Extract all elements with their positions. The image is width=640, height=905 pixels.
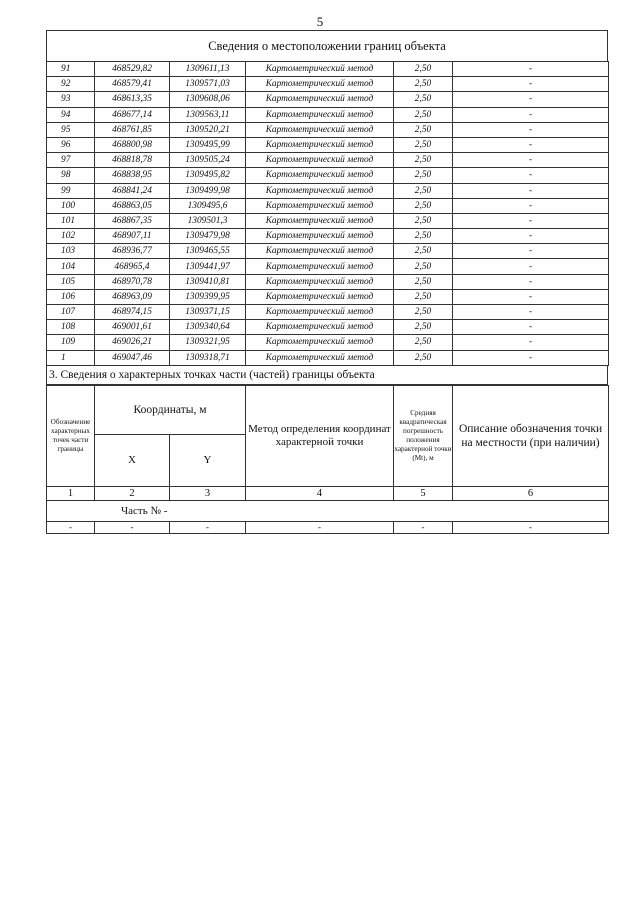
coord-y-cell: 1309399,95: [170, 289, 246, 304]
coord-y-cell: 1309340,64: [170, 320, 246, 335]
description-cell: -: [453, 289, 609, 304]
coord-x-cell: 468867,35: [95, 213, 170, 228]
point-number-cell: 95: [47, 122, 95, 137]
accuracy-cell: 2,50: [394, 183, 453, 198]
part-label: Часть № -: [47, 500, 609, 521]
point-number-cell: 99: [47, 183, 95, 198]
accuracy-cell: 2,50: [394, 198, 453, 213]
point-number-cell: 103: [47, 244, 95, 259]
table-row: [47, 198, 609, 213]
coord-x-cell: 468818,78: [95, 153, 170, 168]
method-cell: Картометрический метод: [246, 107, 394, 122]
method-cell: Картометрический метод: [246, 335, 394, 350]
accuracy-cell: 2,50: [394, 305, 453, 320]
point-number-cell: 97: [47, 153, 95, 168]
method-cell: Картометрический метод: [246, 62, 394, 77]
section-header: Сведения о местоположении границ объекта: [46, 30, 608, 61]
coord-x-cell: 468677,14: [95, 107, 170, 122]
table-row: [47, 183, 609, 198]
point-number-cell: 104: [47, 259, 95, 274]
table-row: [47, 213, 609, 228]
coord-x-cell: 468863,05: [95, 198, 170, 213]
method-cell: Картометрический метод: [246, 289, 394, 304]
table-row: [47, 153, 609, 168]
col-number: 2: [95, 486, 170, 500]
coord-y-cell: 1309495,99: [170, 137, 246, 152]
document-frame: [46, 30, 608, 534]
coord-x-cell: 468974,15: [95, 305, 170, 320]
accuracy-cell: 2,50: [394, 137, 453, 152]
col-coords-header: Координаты, м: [95, 385, 246, 434]
accuracy-cell: 2,50: [394, 274, 453, 289]
description-cell: -: [453, 92, 609, 107]
empty-cell: -: [246, 521, 394, 533]
description-cell: -: [453, 107, 609, 122]
description-cell: -: [453, 213, 609, 228]
description-cell: -: [453, 259, 609, 274]
col-number: 4: [246, 486, 394, 500]
accuracy-cell: 2,50: [394, 62, 453, 77]
method-cell: Картометрический метод: [246, 183, 394, 198]
accuracy-cell: 2,50: [394, 153, 453, 168]
coord-x-cell: 468579,41: [95, 77, 170, 92]
table-row: [47, 274, 609, 289]
col-x-header: X: [95, 435, 170, 487]
description-cell: -: [453, 229, 609, 244]
accuracy-cell: 2,50: [394, 168, 453, 183]
col-number: 6: [453, 486, 609, 500]
coord-y-cell: 1309321,95: [170, 335, 246, 350]
point-number-cell: 1: [47, 350, 95, 365]
col-designation-header: Обозначение характерных точек части границы: [47, 385, 95, 486]
table-row: [47, 62, 609, 77]
coord-y-cell: 1309499,98: [170, 183, 246, 198]
col-desc-header: Описание обозначения точки на местности (при наличии): [453, 385, 609, 486]
description-cell: -: [453, 320, 609, 335]
method-cell: Картометрический метод: [246, 168, 394, 183]
point-number-cell: 98: [47, 168, 95, 183]
description-cell: -: [453, 183, 609, 198]
accuracy-cell: 2,50: [394, 289, 453, 304]
method-cell: Картометрический метод: [246, 229, 394, 244]
point-number-cell: 91: [47, 62, 95, 77]
accuracy-cell: 2,50: [394, 107, 453, 122]
col-number: 1: [47, 486, 95, 500]
empty-cell: -: [47, 521, 95, 533]
point-number-cell: 106: [47, 289, 95, 304]
method-cell: Картометрический метод: [246, 320, 394, 335]
coord-y-cell: 1309505,24: [170, 153, 246, 168]
table-row: [47, 259, 609, 274]
accuracy-cell: 2,50: [394, 335, 453, 350]
point-number-cell: 107: [47, 305, 95, 320]
coord-x-cell: 468841,24: [95, 183, 170, 198]
coord-x-cell: 469047,46: [95, 350, 170, 365]
coord-x-cell: 468970,78: [95, 274, 170, 289]
coord-x-cell: 468838,95: [95, 168, 170, 183]
method-cell: Картометрический метод: [246, 92, 394, 107]
coord-y-cell: 1309520,21: [170, 122, 246, 137]
coord-x-cell: 468761,85: [95, 122, 170, 137]
method-cell: Картометрический метод: [246, 259, 394, 274]
points-table: [46, 61, 609, 366]
coord-y-cell: 1309608,06: [170, 92, 246, 107]
table-row: [47, 350, 609, 365]
coord-x-cell: 468613,35: [95, 92, 170, 107]
coord-x-cell: 468529,82: [95, 62, 170, 77]
table-row: [47, 244, 609, 259]
empty-cell: -: [453, 521, 609, 533]
coord-y-cell: 1309441,97: [170, 259, 246, 274]
accuracy-cell: 2,50: [394, 350, 453, 365]
point-number-cell: 105: [47, 274, 95, 289]
table-row: [47, 320, 609, 335]
coord-y-cell: 1309479,98: [170, 229, 246, 244]
description-cell: -: [453, 244, 609, 259]
accuracy-cell: 2,50: [394, 77, 453, 92]
coord-y-cell: 1309410,81: [170, 274, 246, 289]
method-cell: Картометрический метод: [246, 122, 394, 137]
coord-x-cell: 469026,21: [95, 335, 170, 350]
col-y-header: Y: [170, 435, 246, 487]
method-cell: Картометрический метод: [246, 137, 394, 152]
empty-cell: -: [394, 521, 453, 533]
table-row: [47, 168, 609, 183]
col-number: 5: [394, 486, 453, 500]
empty-cell: -: [170, 521, 246, 533]
coord-x-cell: 468936,77: [95, 244, 170, 259]
coord-y-cell: 1309318,71: [170, 350, 246, 365]
empty-cell: -: [95, 521, 170, 533]
method-cell: Картометрический метод: [246, 213, 394, 228]
description-cell: -: [453, 168, 609, 183]
accuracy-cell: 2,50: [394, 122, 453, 137]
coord-x-cell: 468965,4: [95, 259, 170, 274]
accuracy-cell: 2,50: [394, 229, 453, 244]
accuracy-cell: 2,50: [394, 213, 453, 228]
method-cell: Картометрический метод: [246, 198, 394, 213]
coord-y-cell: 1309563,11: [170, 107, 246, 122]
description-cell: -: [453, 137, 609, 152]
col-accuracy-header: Средняя квадратическая погрешность положения характерной точки (Mt), м: [394, 385, 453, 486]
method-cell: Картометрический метод: [246, 244, 394, 259]
method-cell: Картометрический метод: [246, 305, 394, 320]
coord-x-cell: 469001,61: [95, 320, 170, 335]
coord-y-cell: 1309495,82: [170, 168, 246, 183]
coord-y-cell: 1309611,13: [170, 62, 246, 77]
description-cell: -: [453, 198, 609, 213]
coord-y-cell: 1309501,3: [170, 213, 246, 228]
table-row: [47, 229, 609, 244]
table-row: [47, 107, 609, 122]
description-cell: -: [453, 122, 609, 137]
point-number-cell: 93: [47, 92, 95, 107]
description-cell: -: [453, 62, 609, 77]
method-cell: Картометрический метод: [246, 350, 394, 365]
description-cell: -: [453, 274, 609, 289]
method-cell: Картометрический метод: [246, 77, 394, 92]
coord-y-cell: 1309371,15: [170, 305, 246, 320]
coord-y-cell: 1309465,55: [170, 244, 246, 259]
part-points-table: [46, 385, 609, 534]
description-cell: -: [453, 153, 609, 168]
coord-y-cell: 1309571,03: [170, 77, 246, 92]
accuracy-cell: 2,50: [394, 259, 453, 274]
point-number-cell: 108: [47, 320, 95, 335]
coord-x-cell: 468800,98: [95, 137, 170, 152]
method-cell: Картометрический метод: [246, 153, 394, 168]
accuracy-cell: 2,50: [394, 92, 453, 107]
page-number: 5: [316, 14, 324, 29]
table-row: [47, 335, 609, 350]
table-row: [47, 289, 609, 304]
point-number-cell: 100: [47, 198, 95, 213]
point-number-cell: 101: [47, 213, 95, 228]
point-number-cell: 92: [47, 77, 95, 92]
point-number-cell: 109: [47, 335, 95, 350]
table-row: [47, 137, 609, 152]
description-cell: -: [453, 335, 609, 350]
table-row: [47, 92, 609, 107]
col-number: 3: [170, 486, 246, 500]
coord-x-cell: 468907,11: [95, 229, 170, 244]
table-row: [47, 305, 609, 320]
table-row: [47, 122, 609, 137]
coord-y-cell: 1309495,6: [170, 198, 246, 213]
method-cell: Картометрический метод: [246, 274, 394, 289]
table-row: [47, 77, 609, 92]
description-cell: -: [453, 350, 609, 365]
coord-x-cell: 468963,09: [95, 289, 170, 304]
section3-title: 3. Сведения о характерных точках части (частей) границы объекта: [46, 366, 608, 385]
point-number-cell: 96: [47, 137, 95, 152]
point-number-cell: 102: [47, 229, 95, 244]
point-number-cell: 94: [47, 107, 95, 122]
description-cell: -: [453, 77, 609, 92]
accuracy-cell: 2,50: [394, 320, 453, 335]
col-method-header: Метод определения координат характерной точки: [246, 385, 394, 486]
accuracy-cell: 2,50: [394, 244, 453, 259]
description-cell: -: [453, 305, 609, 320]
